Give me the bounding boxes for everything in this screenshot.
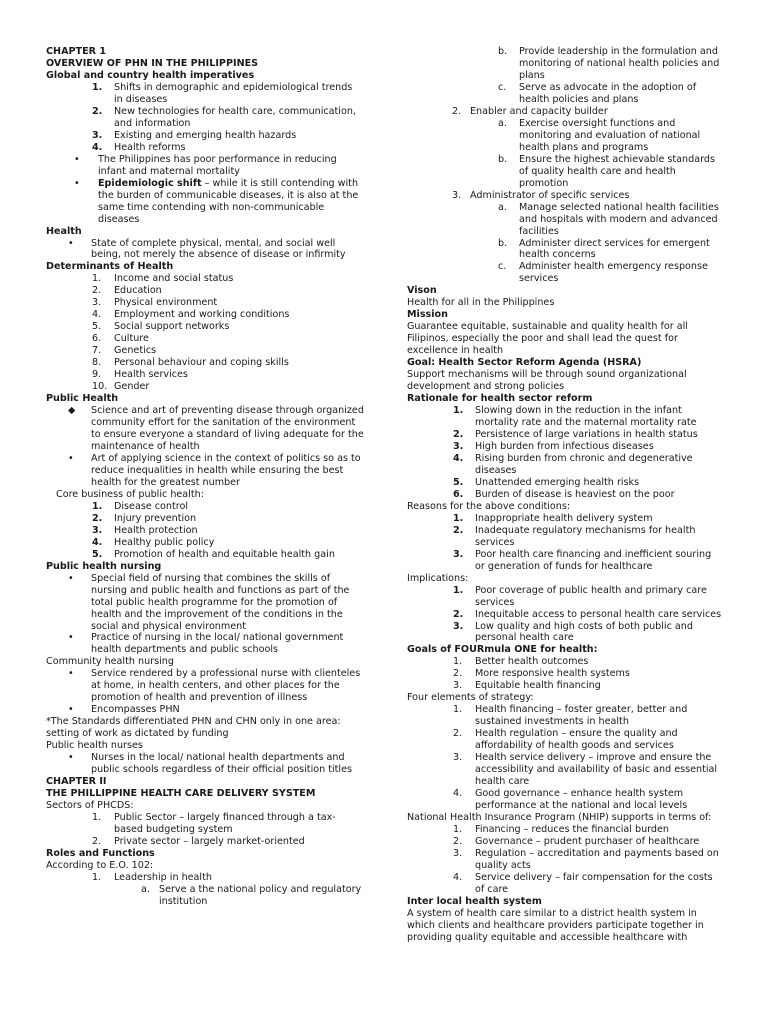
- line-text: Health financing – foster greater, better and sustained investments in health: [475, 704, 688, 728]
- list-item: [46, 285, 364, 297]
- line-text: Exercise oversight functions and monitoring and evaluation of national health plans and programs: [519, 117, 701, 153]
- right-column: [407, 46, 723, 944]
- line-text: Inappropriate health delivery system: [475, 512, 653, 524]
- list-item: [407, 513, 723, 525]
- list-item: [407, 848, 723, 872]
- list-item: [46, 573, 364, 633]
- list-item: [46, 525, 364, 537]
- list-marker: 1.: [453, 512, 464, 524]
- line-text: Public Health: [46, 393, 119, 405]
- section-heading: [46, 261, 364, 273]
- list-marker: 1.: [92, 812, 102, 823]
- line-text: Serve as advocate in the adoption of health policies and plans: [519, 81, 697, 105]
- list-item: [407, 872, 723, 896]
- line-text: Burden of disease is heaviest on the poor: [475, 488, 675, 500]
- line-text: Provide leadership in the formulation and monitoring of national health policies and plans: [519, 46, 720, 81]
- list-marker: 2.: [453, 728, 463, 740]
- section-heading: [407, 644, 723, 656]
- section-heading: [46, 788, 364, 800]
- line-text: Roles and Functions: [46, 847, 155, 859]
- list-item: [46, 345, 364, 357]
- line-text: Genetics: [114, 345, 157, 357]
- line-text: Unattended emerging health risks: [475, 476, 640, 488]
- list-marker: 3.: [92, 297, 102, 309]
- list-item: [407, 728, 723, 752]
- list-marker: 3.: [452, 189, 462, 201]
- line-text: OVERVIEW OF PHN IN THE PHILIPPINES: [46, 57, 259, 69]
- line-text: Determinants of Health: [46, 261, 174, 273]
- line-text: Reasons for the above conditions:: [407, 500, 571, 512]
- list-item: [407, 824, 723, 836]
- list-item: [46, 142, 364, 154]
- term-definition: – while it is still contending with the burden of communicable diseases, it is also at the same time contending with non-communicable diseases: [98, 177, 359, 225]
- section-heading: [407, 285, 723, 297]
- list-marker: 8.: [92, 357, 102, 369]
- list-marker: 3.: [92, 524, 103, 536]
- list-marker: •: [68, 237, 74, 249]
- list-marker: 6.: [453, 488, 464, 500]
- text-line: [407, 573, 723, 585]
- line-text: Healthy public policy: [114, 536, 215, 548]
- line-text: Sectors of PHCDS:: [46, 800, 134, 812]
- list-item: [407, 82, 723, 106]
- line-text: CHAPTER 1: [46, 46, 107, 57]
- line-text: Health services: [114, 369, 188, 381]
- list-marker: 3.: [453, 440, 464, 452]
- line-text: Income and social status: [114, 273, 234, 285]
- list-marker: 2.: [453, 429, 464, 440]
- line-text: Governance – prudent purchaser of healthcare: [475, 835, 700, 847]
- list-marker: b.: [498, 237, 508, 249]
- list-item: [407, 154, 723, 190]
- line-text: Public Sector – largely financed through a tax-based budgeting system: [114, 812, 336, 835]
- list-marker: 3.: [92, 129, 103, 141]
- list-item: [407, 46, 723, 82]
- section-heading: [407, 896, 723, 908]
- list-item: [46, 752, 364, 776]
- line-text: According to E.O. 102:: [46, 859, 154, 871]
- line-text: Health protection: [114, 524, 198, 536]
- list-marker: 3.: [453, 680, 463, 692]
- line-text: Health: [46, 225, 82, 237]
- list-item: [46, 130, 364, 142]
- line-text: Regulation – accreditation and payments based on quality acts: [475, 847, 719, 871]
- line-text: Community health nursing: [46, 656, 174, 668]
- line-text: Private sector – largely market-oriented: [114, 835, 305, 847]
- line-text: Administer direct services for emergent health concerns: [519, 237, 710, 261]
- list-marker: 4.: [92, 309, 102, 321]
- line-text: Global and country health imperatives: [46, 69, 255, 81]
- list-item: [46, 106, 364, 130]
- section-heading: [46, 70, 364, 82]
- list-item: [46, 549, 364, 561]
- list-item: [46, 668, 364, 704]
- line-text: Service delivery – fair compensation for the costs of care: [475, 871, 713, 895]
- list-marker: 3.: [453, 620, 464, 632]
- line-text: Education: [114, 285, 162, 297]
- list-marker: 3.: [453, 847, 463, 859]
- line-text: [98, 178, 358, 225]
- list-marker: 4.: [453, 452, 464, 464]
- line-text: Practice of nursing in the local/ national government health departments and public schools: [91, 632, 344, 656]
- line-text: Slowing down in the reduction in the infant mortality rate and the maternal mortality rate: [475, 405, 697, 429]
- list-item: [46, 836, 364, 848]
- line-text: Injury prevention: [114, 512, 197, 524]
- list-item: [46, 453, 364, 489]
- list-marker: a.: [141, 883, 150, 895]
- list-marker: 1.: [92, 273, 102, 285]
- list-marker: •: [68, 572, 74, 584]
- list-item: [407, 429, 723, 441]
- list-marker: •: [68, 668, 74, 680]
- list-item: [407, 118, 723, 154]
- list-item: [46, 812, 364, 836]
- left-column: [46, 46, 364, 908]
- list-marker: 5.: [453, 476, 464, 488]
- line-text: Culture: [114, 333, 149, 345]
- list-item: [46, 501, 364, 513]
- list-marker: 1.: [453, 405, 464, 417]
- list-item: [407, 549, 723, 573]
- line-text: Rationale for health sector reform: [407, 393, 593, 405]
- list-marker: 7.: [92, 345, 102, 357]
- line-text: Support mechanisms will be through sound organizational development and strong policies: [407, 369, 687, 393]
- list-marker: 4.: [92, 536, 103, 548]
- list-item: [407, 621, 723, 645]
- list-item: [407, 453, 723, 477]
- list-item: [407, 656, 723, 668]
- list-marker: 1.: [92, 500, 103, 512]
- list-marker: 5.: [92, 321, 102, 333]
- list-marker: 1.: [92, 81, 103, 93]
- line-text: Enabler and capacity builder: [470, 105, 608, 117]
- text-line: [407, 297, 723, 309]
- line-text: Four elements of strategy:: [407, 692, 534, 704]
- line-text: Social support networks: [114, 321, 230, 333]
- text-line: [46, 656, 364, 668]
- list-item: [407, 489, 723, 501]
- line-text: THE PHILLIPPINE HEALTH CARE DELIVERY SYSTEM: [46, 788, 316, 800]
- line-text: Leadership in health: [114, 871, 212, 883]
- list-marker: 4.: [453, 788, 463, 800]
- list-item: [407, 680, 723, 692]
- line-text: Goal: Health Sector Reform Agenda (HSRA): [407, 357, 642, 369]
- list-item: [46, 309, 364, 321]
- list-item: [407, 261, 723, 285]
- list-item: [46, 297, 364, 309]
- section-heading: [46, 46, 364, 58]
- list-marker: 6.: [92, 333, 102, 345]
- text-line: [46, 800, 364, 812]
- line-text: Implications:: [407, 572, 469, 584]
- list-marker: •: [68, 752, 74, 764]
- list-marker: b.: [498, 153, 508, 165]
- list-item: [46, 513, 364, 525]
- list-marker: a.: [498, 117, 507, 129]
- text-line: [407, 908, 723, 944]
- list-item: [46, 333, 364, 345]
- line-text: Poor coverage of public health and primary care services: [475, 584, 707, 608]
- list-marker: 4.: [453, 871, 463, 883]
- list-marker: 5.: [92, 548, 103, 560]
- list-marker: ◆: [68, 405, 76, 417]
- line-text: Health for all in the Philippines: [407, 297, 555, 309]
- list-item: [46, 872, 364, 884]
- line-text: State of complete physical, mental, and social well being, not merely the absence of disease or infirmity: [91, 237, 346, 261]
- list-item: [407, 477, 723, 489]
- list-item: [46, 884, 364, 908]
- list-marker: 2.: [92, 835, 102, 847]
- line-text: Disease control: [114, 500, 189, 512]
- list-marker: •: [68, 704, 74, 716]
- list-marker: c.: [498, 261, 507, 273]
- section-heading: [407, 357, 723, 369]
- line-text: Poor health care financing and inefficient souring or generation of funds for healthcare: [475, 548, 712, 572]
- line-text: Nurses in the local/ national health departments and public schools regardless of their official position titles: [91, 752, 352, 776]
- line-text: Health regulation – ensure the quality and affordability of health goods and services: [475, 728, 678, 752]
- list-item: [46, 369, 364, 381]
- list-item: [407, 788, 723, 812]
- line-text: Inter local health system: [407, 895, 542, 907]
- section-heading: [46, 58, 364, 70]
- list-item: [46, 632, 364, 656]
- line-text: More responsive health systems: [475, 668, 630, 680]
- list-marker: 1.: [453, 823, 463, 835]
- list-marker: 2.: [453, 668, 463, 680]
- line-text: Financing – reduces the financial burden: [475, 823, 669, 835]
- section-heading: [46, 226, 364, 238]
- list-item: [407, 668, 723, 680]
- list-marker: 2.: [92, 512, 103, 524]
- line-text: The Philippines has poor performance in reducing infant and maternal mortality: [98, 153, 337, 177]
- line-text: Public health nurses: [46, 740, 143, 752]
- line-text: Mission: [407, 309, 448, 321]
- list-item: [46, 178, 364, 226]
- line-text: Good governance – enhance health system performance at the national and local levels: [475, 788, 688, 812]
- text-line: [407, 369, 723, 393]
- list-item: [407, 202, 723, 238]
- line-text: Shifts in demographic and epidemiological trends in diseases: [114, 81, 353, 105]
- list-marker: c.: [498, 81, 507, 93]
- bold-term: Epidemiologic shift: [98, 177, 202, 189]
- line-text: Serve a the national policy and regulatory institution: [159, 883, 362, 907]
- line-text: Special field of nursing that combines the skills of nursing and public health and functions as part of the total public health programme for the promotion of health and the improvement of the conditions in the social and physical environment: [91, 572, 350, 632]
- text-line: [46, 740, 364, 752]
- list-marker: •: [74, 177, 80, 189]
- text-line: [407, 812, 723, 824]
- text-line: [407, 692, 723, 704]
- line-text: Rising burden from chronic and degenerative diseases: [475, 452, 693, 476]
- line-text: A system of health care similar to a district health system in which clients and healthcare providers participate together in providing quality equitable and accessible healthcare with: [407, 907, 704, 943]
- line-text: Encompasses PHN: [91, 704, 180, 716]
- line-text: Public health nursing: [46, 560, 162, 572]
- line-text: High burden from infectious diseases: [475, 440, 654, 452]
- line-text: Manage selected national health facilities and hospitals with modern and advanced facilities: [519, 201, 719, 237]
- section-heading: [407, 309, 723, 321]
- text-line: [46, 489, 364, 501]
- list-marker: 1.: [453, 704, 463, 716]
- line-text: Ensure the highest achievable standards of quality health care and health promotion: [519, 153, 715, 189]
- line-text: Art of applying science in the context of politics so as to reduce inequalities in health while ensuring the best health for the greatest number: [91, 452, 361, 488]
- list-marker: 1.: [453, 656, 463, 668]
- list-item: [46, 154, 364, 178]
- line-text: CHAPTER II: [46, 776, 107, 788]
- list-item: [407, 609, 723, 621]
- list-item: [46, 537, 364, 549]
- line-text: *The Standards differentiated PHN and CHN only in one area: setting of work as dictated by funding: [46, 716, 341, 740]
- list-item: [46, 273, 364, 285]
- text-line: [46, 716, 364, 740]
- line-text: Better health outcomes: [475, 656, 589, 668]
- list-marker: 2.: [453, 608, 464, 620]
- list-marker: 2.: [453, 835, 463, 847]
- list-item: [407, 704, 723, 728]
- list-marker: 2.: [453, 524, 464, 536]
- list-item: [46, 704, 364, 716]
- line-text: Service rendered by a professional nurse with clienteles at home, in health centers, and other places for the promotion of health and prevention of illness: [91, 668, 361, 704]
- list-item: [46, 321, 364, 333]
- section-heading: [46, 848, 364, 860]
- line-text: Low quality and high costs of both public and personal health care: [475, 620, 693, 644]
- line-text: Personal behaviour and coping skills: [114, 357, 289, 369]
- list-marker: 2.: [92, 285, 102, 297]
- list-item: [407, 585, 723, 609]
- list-marker: 4.: [92, 141, 103, 153]
- line-text: Equitable health financing: [475, 680, 601, 692]
- section-heading: [46, 393, 364, 405]
- list-item: [407, 752, 723, 788]
- line-text: Promotion of health and equitable health gain: [114, 548, 335, 560]
- list-item: [407, 836, 723, 848]
- line-text: Core business of public health:: [56, 488, 204, 500]
- line-text: Guarantee equitable, sustainable and quality health for all Filipinos, especially the poor and shall lead the quest for excellence in health: [407, 321, 688, 357]
- line-text: Inadequate regulatory mechanisms for health services: [475, 524, 696, 548]
- list-marker: 1.: [92, 871, 102, 883]
- line-text: Existing and emerging health hazards: [114, 129, 297, 141]
- list-marker: a.: [498, 201, 507, 213]
- line-text: Persistence of large variations in health status: [475, 429, 698, 440]
- list-item: [407, 405, 723, 429]
- line-text: Health reforms: [114, 141, 186, 153]
- line-text: Administer health emergency response services: [519, 261, 708, 285]
- list-marker: 3.: [453, 548, 464, 560]
- list-marker: 3.: [453, 752, 463, 764]
- list-item: [46, 238, 364, 262]
- section-heading: [46, 776, 364, 788]
- line-text: Health service delivery – improve and ensure the accessibility and availability of basic and essential health care: [475, 752, 718, 788]
- text-line: [407, 321, 723, 357]
- list-marker: 1.: [453, 584, 464, 596]
- line-text: Employment and working conditions: [114, 309, 290, 321]
- list-item: [407, 106, 723, 118]
- list-marker: 2.: [92, 105, 103, 117]
- line-text: Gender: [114, 381, 150, 393]
- text-line: [407, 501, 723, 513]
- list-marker: •: [74, 153, 80, 165]
- list-item: [46, 357, 364, 369]
- line-text: Science and art of preventing disease through organized community effort for the sanitation of the environment to ensure everyone a standard of living adequate for the maintenance of health: [91, 405, 364, 452]
- line-text: Goals of FOURmula ONE for health:: [407, 644, 598, 656]
- section-heading: [407, 393, 723, 405]
- list-item: [46, 82, 364, 106]
- list-item: [407, 525, 723, 549]
- list-marker: •: [68, 452, 74, 464]
- list-item: [46, 381, 364, 393]
- line-text: National Health Insurance Program (NHIP) supports in terms of:: [407, 812, 712, 823]
- list-marker: b.: [498, 46, 508, 57]
- list-item: [407, 441, 723, 453]
- line-text: Physical environment: [114, 297, 218, 309]
- section-heading: [46, 561, 364, 573]
- list-marker: 9.: [92, 369, 102, 381]
- list-item: [407, 190, 723, 202]
- list-item: [407, 238, 723, 262]
- list-marker: •: [68, 632, 74, 644]
- line-text: Administrator of specific services: [470, 189, 630, 201]
- line-text: New technologies for health care, communication, and information: [114, 105, 356, 129]
- text-line: [46, 860, 364, 872]
- list-item: [46, 405, 364, 453]
- list-marker: 2.: [452, 105, 462, 117]
- list-marker: 10.: [92, 381, 108, 393]
- line-text: Vison: [407, 285, 437, 297]
- line-text: Inequitable access to personal health care services: [475, 608, 722, 620]
